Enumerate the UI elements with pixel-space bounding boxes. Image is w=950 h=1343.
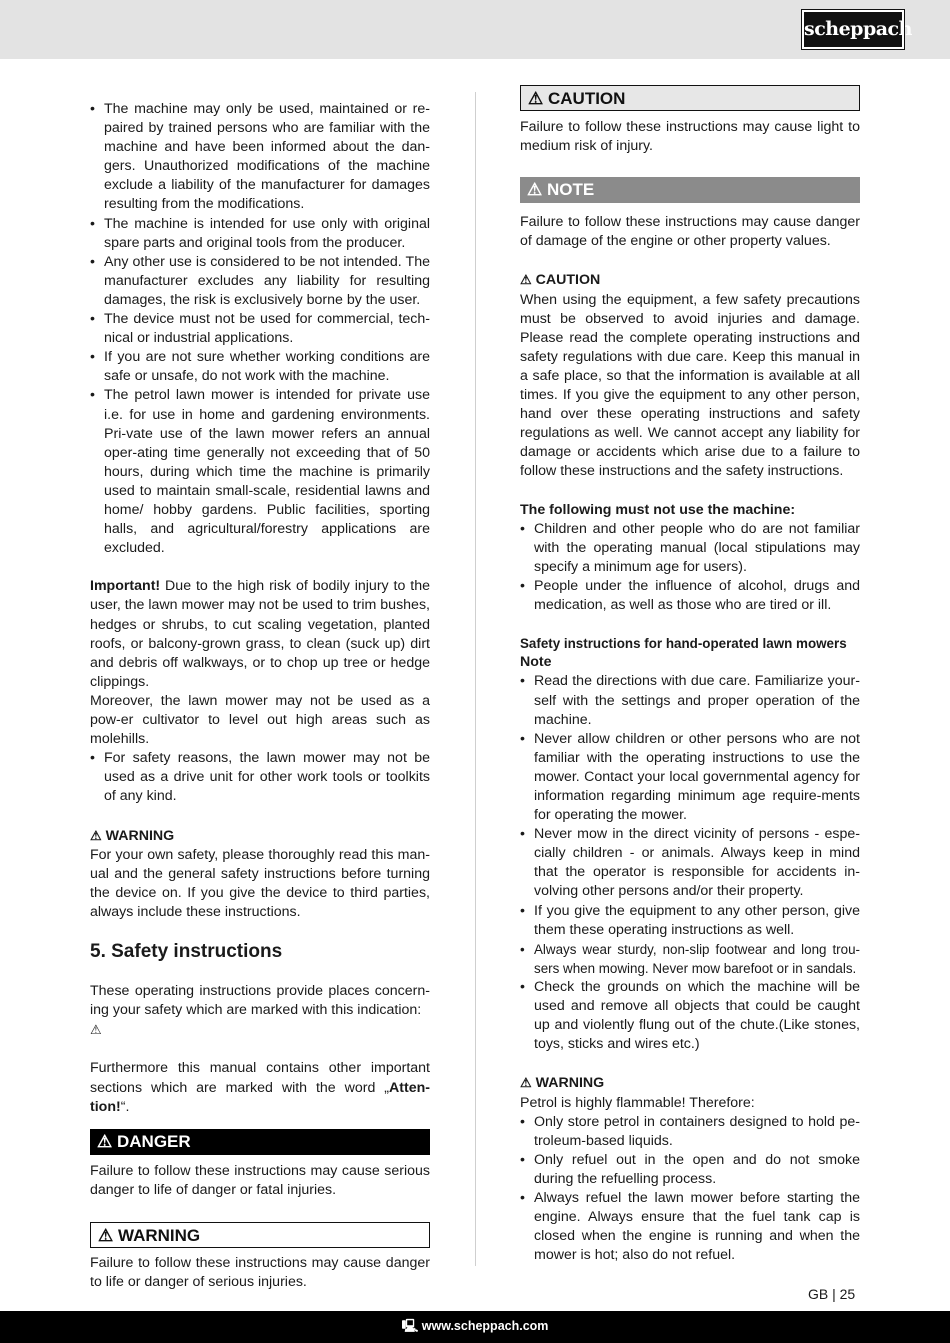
must-not-list xyxy=(520,520,860,615)
list-item: • Never mow in the direct vicinity of persons - espe-cially children - or animals. Always keep in mind that the operator is responsible for accidents in-volving other persons and/or their property. xyxy=(520,825,860,901)
list-item: • Only store petrol in containers designed to hold pe-troleum-based liquids. xyxy=(520,1113,860,1151)
note-text: Failure to follow these instructions may cause danger of damage of the engine or other property values. xyxy=(520,214,860,250)
warning-triangle-icon: ⚠ xyxy=(97,1131,113,1151)
list-item: • Never allow children or other persons who are not familiar with the operating instructions to use the mower. Contact your local governmental agency for information regarding minimum age require-ments for operating the mower. xyxy=(520,730,860,825)
petrol-intro: Petrol is highly flammable! Therefore: xyxy=(520,1094,755,1111)
list-item: • People under the influence of alcohol, drugs and medication, as well as those who are tired or ill. xyxy=(520,577,860,615)
caution-heading: ⚠ CAUTION xyxy=(520,272,601,289)
petrol-warning-heading: ⚠ WARNING xyxy=(520,1075,605,1092)
page-number: GB | 25 xyxy=(808,1286,856,1302)
hand-mowers-note: Note xyxy=(520,654,552,671)
intro-paragraph: These operating instructions provide places concern-ing your safety which are marked with this indication: xyxy=(90,983,430,1019)
brand-logo: scheppach xyxy=(802,10,904,49)
warning-heading: ⚠ WARNING xyxy=(90,827,175,844)
warning-triangle-icon: ⚠ xyxy=(527,180,543,200)
warning-triangle-icon: ⚠ xyxy=(90,1022,102,1038)
important-text: Due to the high risk of bodily injury to the user, the lawn mower may not be used to trim bushes, hedges or shrubs, to cut scaling vegetation, planted roofs, or balcony-grown grass, to clean (suck up) dirt and debris off walkways, or to chop up tree or hedge clippings. xyxy=(90,578,430,690)
list-item: • Any other use is considered to be not intended. The manufacturer excludes any liability for resulting damages, the risk is exclusively borne by the user. xyxy=(90,253,430,310)
list-item: • Only refuel out in the open and do not smoke during the refuelling process. xyxy=(520,1151,860,1189)
computer-icon: 🖳 xyxy=(401,1319,419,1333)
important-label: Important! xyxy=(90,578,161,595)
list-item: • Always refuel the lawn mower before starting the engine. Always ensure that the fuel tank cap is closed when the engine is running and when the mower is hot; also do not refuel. xyxy=(520,1189,860,1265)
hand-mowers-title: Safety instructions for hand-operated lawn mowers xyxy=(520,636,847,652)
note-box: ⚠ NOTE xyxy=(520,177,860,203)
caution-box-text: Failure to follow these instructions may cause light to medium risk of injury. xyxy=(520,119,860,155)
header-bar xyxy=(0,0,950,59)
section-title: 5. Safety instructions xyxy=(90,941,283,963)
left-column xyxy=(90,100,430,1292)
warning-triangle-icon: ⚠ xyxy=(528,89,544,108)
danger-box: ⚠ DANGER xyxy=(90,1129,430,1155)
list-item: • Always wear sturdy, non-slip footwear and long trou-sers when mowing. Never mow barefoot or in sandals. xyxy=(520,940,860,978)
important-paragraph xyxy=(90,577,430,692)
warning-text: For your own safety, please thoroughly read this man-ual and the general safety instructions before turning the device on. If you give the device to third parties, always include these instructions. xyxy=(90,846,430,920)
danger-text: Failure to follow these instructions may cause serious danger to life of danger or fatal injuries. xyxy=(90,1162,430,1198)
column-divider xyxy=(475,92,476,1266)
right-column xyxy=(520,85,860,1265)
list-item: • For safety reasons, the lawn mower may not be used as a drive unit for other work tools or toolkits of any kind. xyxy=(90,749,430,806)
warning-triangle-icon: ⚠ xyxy=(98,1225,114,1245)
warning-triangle-icon: ⚠ xyxy=(90,827,102,843)
list-item: • If you give the equipment to any other person, give them these operating instructions as well. xyxy=(520,902,860,940)
footer-link[interactable]: www.scheppach.com xyxy=(421,1319,549,1333)
warning-box-text: Failure to follow these instructions may cause danger to life or danger of serious injuries. xyxy=(90,1254,430,1290)
attention-paragraph: Furthermore this manual contains other important sections which are marked with the word „Atten-tion!“. xyxy=(90,1060,430,1115)
list-item: • The machine may only be used, maintained or re-paired by trained persons who are familiar with the machine and have been informed about the dan-gers. Unauthorized modifications of the machine exclude a liability of the manufacturer for damages resulting from the modifications. xyxy=(90,100,430,215)
petrol-list xyxy=(520,1113,860,1266)
warning-box: ⚠ WARNING xyxy=(90,1222,430,1248)
drive-unit-list xyxy=(90,749,430,806)
list-item: • The machine is intended for use only with original spare parts and original tools from the producer. xyxy=(90,215,430,253)
hand-mowers-list xyxy=(520,672,860,1054)
footer-bar xyxy=(0,1311,950,1343)
list-item: • Check the grounds on which the machine will be used and remove all objects that could be caught up and violently flung out of the chute.(Like stones, toys, sticks and wires etc.) xyxy=(520,978,860,1054)
list-item: • Children and other people who do are not familiar with the operating manual (local stipulations may specify a minimum age for users). xyxy=(520,520,860,577)
list-item: • The petrol lawn mower is intended for private use i.e. for use in home and gardening environments. Pri-vate use of the lawn mower refers an annual oper-ating time generally not exceeding that of 50 hours, during which time the machine is primarily used to maintain small-scale, residential lawns and home/ hobby gardens. Public facilities, sporting halls, and agricultural/forestry applications are excluded. xyxy=(90,386,430,558)
caution-text: When using the equipment, a few safety precautions must be observed to avoid injuries and damage. Please read the complete operating instructions and safety regulations with due care. Keep this manual in a safe place, so that the information is available at all times. If you give the equipment to any other person, hand over these operating instructions and safety regulations as well. We cannot accept any liability for damage or accidents which arise due to a failure to follow these instructions and the safety instructions. xyxy=(520,291,860,480)
list-item: • If you are not sure whether working conditions are safe or unsafe, do not work with the machine. xyxy=(90,348,430,386)
moreover-paragraph: Moreover, the lawn mower may not be used as a pow-er cultivator to level out high areas such as molehills. xyxy=(90,692,430,748)
usage-list xyxy=(90,100,430,558)
must-not-title: The following must not use the machine: xyxy=(520,501,796,518)
warning-triangle-icon: ⚠ xyxy=(520,1075,532,1091)
warning-triangle-icon: ⚠ xyxy=(520,272,532,288)
caution-box: ⚠ CAUTION xyxy=(520,85,860,111)
list-item: • Read the directions with due care. Familiarize your-self with the settings and proper operation of the machine. xyxy=(520,672,860,729)
list-item: • The device must not be used for commercial, tech-nical or industrial applications. xyxy=(90,310,430,348)
